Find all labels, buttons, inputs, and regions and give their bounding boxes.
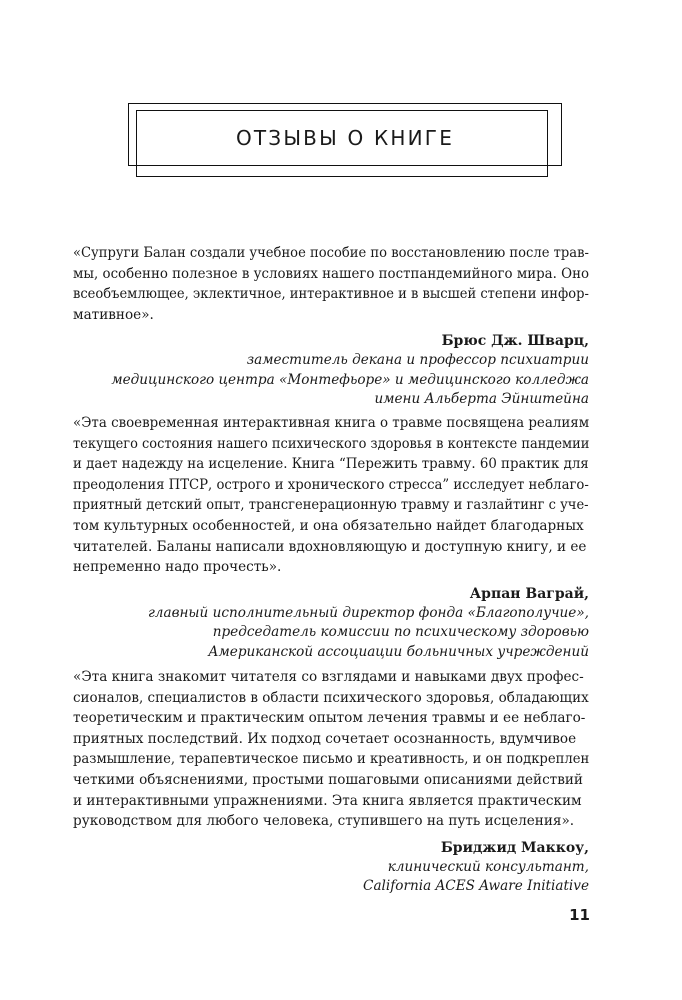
quote-line: и дает надежду на исцеление. Книга “Пережить травму. 60 практик для	[73, 456, 589, 473]
author-role: клинический консультант,	[387, 858, 589, 875]
quote-line: приятных последствий. Их подход сочетает осознанность, вдумчивое	[73, 730, 577, 747]
author-role: медицинского центра «Монтефьоре» и медицинского колледжа	[111, 371, 589, 388]
author-role: имени Альберта Эйнштейна	[374, 391, 589, 408]
author-name: Бриджид Маккоу,	[440, 839, 589, 856]
quote-line: сионалов, специалистов в области психического здоровья, обладающих	[73, 689, 589, 706]
review-quote	[73, 413, 589, 578]
review-signature	[73, 838, 589, 897]
quote-line: «Эта книга знакомит читателя со взглядами и навыками двух профес-	[73, 669, 584, 685]
quote-line: мативное».	[73, 306, 154, 323]
review-quote	[73, 667, 589, 832]
author-role: председатель комиссии по психическому здоровью	[212, 624, 589, 641]
quote-line: «Эта своевременная интерактивная книга о травме посвящена реалиям	[73, 415, 590, 431]
quote-line: всеобъемлющее, эклектичное, интерактивное и в высшей степени инфор-	[73, 286, 589, 303]
author-role: California ACES Aware Initiative	[363, 878, 589, 895]
review-3	[73, 667, 589, 897]
review-signature	[73, 331, 589, 410]
author-role: заместитель декана и профессор психиатрии	[246, 352, 589, 369]
quote-line: непременно надо прочесть».	[73, 559, 282, 576]
author-role: Американской ассоциации больничных учреждений	[208, 643, 589, 660]
quote-line: руководством для любого человека, ступившего на путь исцеления».	[73, 813, 575, 830]
review-signature	[73, 584, 589, 663]
quote-line: мы, особенно полезное в условиях нашего постпандемийного мира. Оно	[73, 265, 590, 282]
quote-line: преодоления ПТСР, острого и хронического стресса” исследует неблаго-	[73, 476, 589, 493]
review-2	[73, 413, 589, 662]
quote-line: размышление, терапевтическое письмо и креативность, и он подкреплен	[73, 751, 590, 768]
author-name: Брюс Дж. Шварц,	[441, 333, 589, 350]
page-number: 11	[569, 906, 590, 924]
quote-line: теоретическим и практическим опытом лечения травмы и ее неблаго-	[73, 710, 586, 727]
author-role: главный исполнительный директор фонда «Благополучие»,	[147, 604, 589, 621]
review-1	[73, 243, 589, 410]
quote-line: читателей. Баланы написали вдохновляющую и доступную книгу, и ее	[73, 538, 587, 555]
quote-line: приятный детский опыт, трансгенерационную травму и газлайтинг с уче-	[73, 497, 589, 514]
quote-line: том культурных особенностей, и она обязательно найдет благодарных	[73, 517, 584, 534]
quote-line: четкими объяснениями, простыми пошаговыми описаниями действий	[73, 771, 583, 788]
author-name: Арпан Ваграй,	[469, 585, 589, 602]
quote-line: текущего состояния нашего психического здоровья в контексте пандемии	[73, 435, 590, 452]
review-quote	[73, 243, 589, 325]
page-title: ОТЗЫВЫ О КНИГЕ	[235, 126, 455, 150]
quote-line: «Супруги Балан создали учебное пособие по восстановлению после трав-	[73, 245, 589, 261]
quote-line: и интерактивными упражнениями. Эта книга является практическим	[73, 792, 582, 809]
